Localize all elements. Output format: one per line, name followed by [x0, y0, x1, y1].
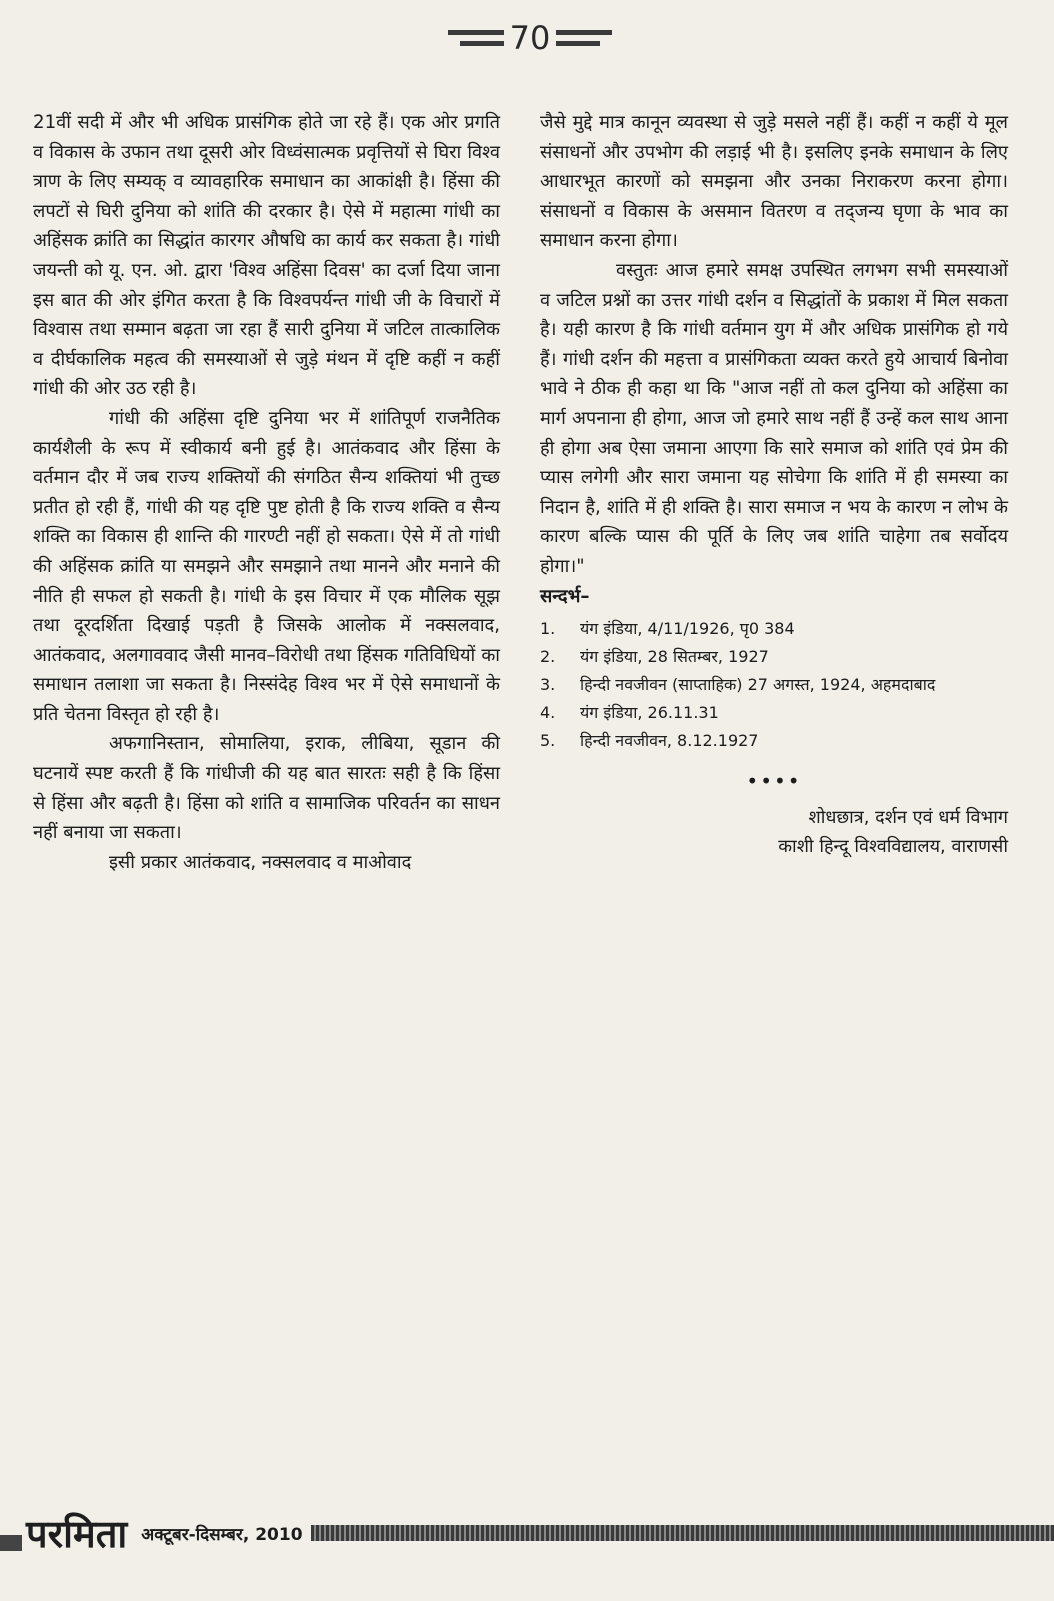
author-affiliation [540, 803, 1008, 861]
author-line: काशी हिन्दू विश्वविद्यालय, वाराणसी [778, 835, 1008, 857]
reference-text: यंग इंडिया, 4/11/1926, पृ0 384 [580, 619, 795, 639]
left-column [33, 108, 500, 877]
reference-item [540, 671, 1008, 699]
right-column [540, 108, 1008, 861]
reference-item [540, 615, 1008, 643]
reference-text: हिन्दी नवजीवन (साप्ताहिक) 27 अगस्त, 1924, अहमदाबाद [580, 675, 936, 695]
reference-number: 1. [540, 619, 556, 639]
issue-date: अक्टूबर-दिसम्बर, 2010 [141, 1524, 303, 1545]
paragraph: अफगानिस्तान, सोमालिया, इराक, लीबिया, सूडान की घटनायें स्पष्ट करती हैं कि गांधीजी की यह बात सारतः सही है कि हिंसा से हिंसा और बढ़ती है। हिंसा को शांति व सामाजिक परिवर्तन का साधन नहीं बनाया जा सकता। [33, 733, 500, 844]
paragraph: 21वीं सदी में और भी अधिक प्रासंगिक होते जा रहे हैं। एक ओर प्रगति व विकास के उफान तथा दूसरी ओर विध्वंसात्मक प्रवृत्तियों से घिरा विश्व त्राण के लिए सम्यक् व व्यावहारिक समाधान का आकांक्षी है। हिंसा की लपटों से घिरी दुनिया को शांति की दरकार है। ऐसे में महात्मा गांधी का अहिंसक क्रांति का सिद्धांत कारगर औषधि का कार्य कर सकता है। गांधी जयन्ती को यू. एन. ओ. द्वारा 'विश्व अहिंसा दिवस' का दर्जा दिया जाना इस बात की ओर इंगित करता है कि विश्वपर्यन्त गांधी जी के विचारों में विश्वास तथा सम्मान बढ़ता जा रहा हैं सारी दुनिया में जटिल तात्कालिक व दीर्घकालिक महत्व की समस्याओं से जुड़े मंथन में दृष्टि कहीं न कहीं गांधी की ओर उठ रही है। [33, 112, 500, 400]
page-number: 70 [509, 19, 551, 57]
reference-number: 4. [540, 703, 556, 723]
footer-rule [311, 1525, 1054, 1541]
magazine-brand: परमिता [26, 1512, 128, 1556]
reference-item [540, 727, 1008, 755]
author-line: शोधछात्र, दर्शन एवं धर्म विभाग [808, 806, 1008, 828]
page-number-header [440, 10, 620, 66]
header-ornament-right [556, 30, 612, 46]
page-footer [0, 1508, 1054, 1558]
reference-item [540, 699, 1008, 727]
section-separator: •••• [746, 769, 802, 794]
paragraph: गांधी की अहिंसा दृष्टि दुनिया भर में शांतिपूर्ण राजनैतिक कार्यशैली के रूप में स्वीकार्य बनी हुई है। आतंकवाद और हिंसा के वर्तमान दौर में जब राज्य शक्तियों की संगठित सैन्य शक्तियां भी तुच्छ प्रतीत हो रही हैं, गांधी की यह दृष्टि पुष्ट होती है कि राज्य शक्ति व सैन्य शक्ति का विकास ही शान्ति की गारण्टी नहीं हो सकता। ऐसे में तो गांधी की अहिंसक क्रांति या समझने और समझाने तथा मानने और मनाने की नीति ही सफल हो सकती है। गांधी के इस विचार में एक मौलिक सूझ तथा दूरदर्शिता दिखाई पड़ती है जिसके आलोक में नक्सलवाद, आतंकवाद, अलगाववाद जैसी मानव–विरोधी तथा हिंसक गतिविधियों का समाधान तलाशा जा सकता है। निस्संदेह विश्व भर में ऐसे समाधानों के प्रति चेतना विस्तृत हो रही है। [33, 407, 500, 725]
paragraph: जैसे मुद्दे मात्र कानून व्यवस्था से जुड़े मसले नहीं हैं। कहीं न कहीं ये मूल संसाधनों और उपभोग की लड़ाई भी है। इसलिए इनके समाधान के लिए आधारभूत कारणों को समझना और उनका निराकरण करना होगा। संसाधनों व विकास के असमान वितरण व तद्जन्य घृणा के भाव का समाधान करना होगा। [540, 112, 1008, 252]
reference-item [540, 643, 1008, 671]
reference-number: 5. [540, 731, 556, 751]
reference-text: यंग इंडिया, 28 सितम्बर, 1927 [580, 647, 769, 667]
references-list [540, 615, 1008, 755]
reference-number: 3. [540, 675, 556, 695]
reference-number: 2. [540, 647, 556, 667]
header-ornament-left [448, 30, 504, 46]
references-title: सन्दर्भ– [540, 585, 590, 607]
reference-text: यंग इंडिया, 26.11.31 [580, 703, 719, 723]
paragraph: इसी प्रकार आतंकवाद, नक्सलवाद व माओवाद [109, 851, 412, 873]
reference-text: हिन्दी नवजीवन, 8.12.1927 [580, 731, 759, 751]
paragraph: वस्तुतः आज हमारे समक्ष उपस्थित लगभग सभी समस्याओं व जटिल प्रश्नों का उत्तर गांधी दर्शन व सिद्धांतों के प्रकाश में मिल सकता है। यही कारण है कि गांधी वर्तमान युग में और अधिक प्रासंगिक हो गये हैं। गांधी दर्शन की महत्ता व प्रासंगिकता व्यक्त करते हुये आचार्य बिनोवा भावे ने ठीक ही कहा था कि "आज नहीं तो कल दुनिया को अहिंसा का मार्ग अपनाना ही होगा, आज जो हमारे साथ नहीं हैं उन्हें कल साथ आना ही होगा अब ऐसा जमाना आएगा कि सारे समाज को शांति एवं प्रेम की प्यास लगेगी और सारा जमाना यह सोचेगा कि शांति में ही समस्या का निदान है, शांति में ही शक्ति है। सारा समाज न भय के कारण न लोभ के कारण बल्कि प्यास की पूर्ति के लिए जब शांति चाहेगा तब सर्वोदय होगा।" [540, 259, 1008, 577]
